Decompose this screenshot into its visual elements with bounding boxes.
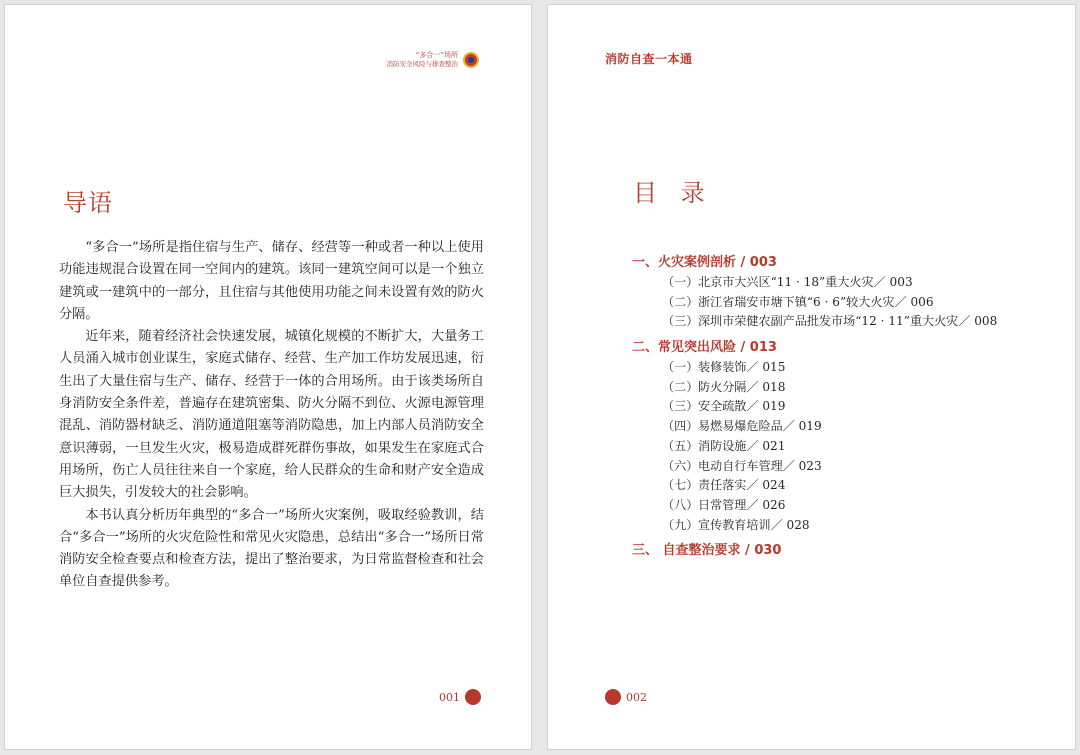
- toc-item-label: 易燃易爆危险品／ 019: [698, 419, 822, 434]
- toc-item[interactable]: [632, 358, 1072, 378]
- page-number-text: 001: [439, 690, 460, 704]
- toc-section-heading[interactable]: 二、常见突出风险 / 013: [632, 340, 777, 356]
- toc-item-number: （五）: [662, 438, 699, 453]
- running-header-line2: 消防安全风险与排查整治: [386, 60, 458, 68]
- paragraph: “多合一”场所是指住宿与生产、储存、经营等一种或者一种以上使用功能违规混合设置在同一空间内的建筑。该同一建筑空间可以是一个独立建筑或一建筑中的一部分，且住宿与其他使用功能之间未设置有效的防火分隔。: [59, 240, 484, 322]
- toc-item-label: 北京市大兴区“11 · 18”重大火灾／ 003: [698, 275, 913, 289]
- toc-item[interactable]: [632, 378, 1072, 398]
- toc-item-number: （一）: [662, 275, 699, 289]
- toc-item-number: （四）: [662, 419, 699, 434]
- toc-item[interactable]: [632, 516, 1072, 536]
- toc-item-number: （二）: [662, 294, 699, 309]
- toc-item[interactable]: [632, 293, 1072, 313]
- toc-item-number: （九）: [662, 517, 699, 532]
- left-page: [4, 4, 532, 750]
- page-number: [605, 689, 647, 705]
- toc-item[interactable]: [632, 437, 1072, 457]
- toc-item-label: 浙江省瑞安市塘下镇“6 · 6”较大火灾／ 006: [698, 294, 934, 309]
- table-of-contents: [632, 253, 1072, 567]
- toc-item[interactable]: [632, 273, 1072, 293]
- toc-item-label: 装修装饰／ 015: [698, 360, 786, 375]
- toc-item-label: 消防设施／ 021: [698, 438, 786, 453]
- toc-title: 目 录: [633, 179, 713, 207]
- right-page: [547, 4, 1076, 750]
- running-header: [387, 51, 480, 69]
- running-header: [605, 50, 693, 67]
- paragraph: 近年来，随着经济社会快速发展，城镇化规模的不断扩大，大量务工人员涌入城市创业谋生，家庭式储存、经营、生产加工作坊发展迅速，衍生出了大量住宿与生产、储存、经营于一体的合用场所。由于该类场所自身消防安全条件差，普遍存在建筑密集、防火分隔不到位、火源电源管理混乱、消防器材缺乏、消防通道阻塞等消防隐患，加上内部人员消防安全意识薄弱，一旦发生火灾，极易造成群死群伤事故，如果发生在家庭式合用场所，伤亡人员往往来自一个家庭，给人民群众的生命和财产安全造成巨大损失，引发较大的社会影响。: [59, 329, 484, 501]
- page-dot-icon: [605, 689, 621, 705]
- toc-item-number: （三）: [662, 399, 699, 414]
- toc-item[interactable]: [632, 417, 1072, 437]
- toc-item-number: （八）: [662, 497, 699, 512]
- page-number: [439, 689, 481, 705]
- intro-body: [59, 237, 484, 594]
- toc-item-number: （二）: [662, 379, 699, 394]
- toc-item[interactable]: [632, 312, 1072, 332]
- toc-item-label: 宣传教育培训／ 028: [698, 517, 810, 532]
- toc-item-label: 电动自行车管理／ 023: [698, 458, 822, 473]
- toc-item-number: （一）: [662, 360, 699, 375]
- running-header-line1: “多合一”场所: [415, 51, 458, 59]
- toc-item[interactable]: [632, 496, 1072, 516]
- page-dot-icon: [465, 689, 481, 705]
- toc-section-heading[interactable]: 三、 自查整治要求 / 030: [632, 543, 782, 559]
- toc-item[interactable]: [632, 397, 1072, 417]
- page-number-text: 002: [626, 690, 647, 704]
- brand-title: 消防自查一本通: [605, 52, 693, 66]
- toc-item[interactable]: [632, 457, 1072, 477]
- toc-item-number: （七）: [662, 478, 699, 493]
- toc-item-label: 深圳市荣健农副产品批发市场“12 · 11”重大火灾／ 008: [698, 314, 998, 329]
- paragraph: 本书认真分析历年典型的“多合一”场所火灾案例，吸取经验教训，结合“多合一”场所的火灾危险性和常见火灾隐患，总结出“多合一”场所日常消防安全检查要点和检查方法，提出了整治要求，为日常监督检查和社会单位自查提供参考。: [59, 507, 484, 590]
- toc-item-number: （三）: [662, 314, 699, 329]
- toc-item-number: （六）: [662, 458, 699, 473]
- toc-item-label: 日常管理／ 026: [698, 497, 786, 512]
- toc-item-label: 防火分隔／ 018: [698, 379, 786, 394]
- toc-item-list: [632, 358, 1072, 535]
- running-header-text: [387, 51, 459, 69]
- fire-emblem-icon: [463, 52, 479, 68]
- page-title: 导语: [63, 189, 113, 217]
- toc-item-label: 责任落实／ 024: [698, 478, 786, 493]
- toc-item-list: [632, 273, 1072, 332]
- toc-item[interactable]: [632, 476, 1072, 496]
- toc-section-heading[interactable]: 一、火灾案例剖析 / 003: [632, 255, 777, 270]
- toc-item-label: 安全疏散／ 019: [698, 399, 786, 414]
